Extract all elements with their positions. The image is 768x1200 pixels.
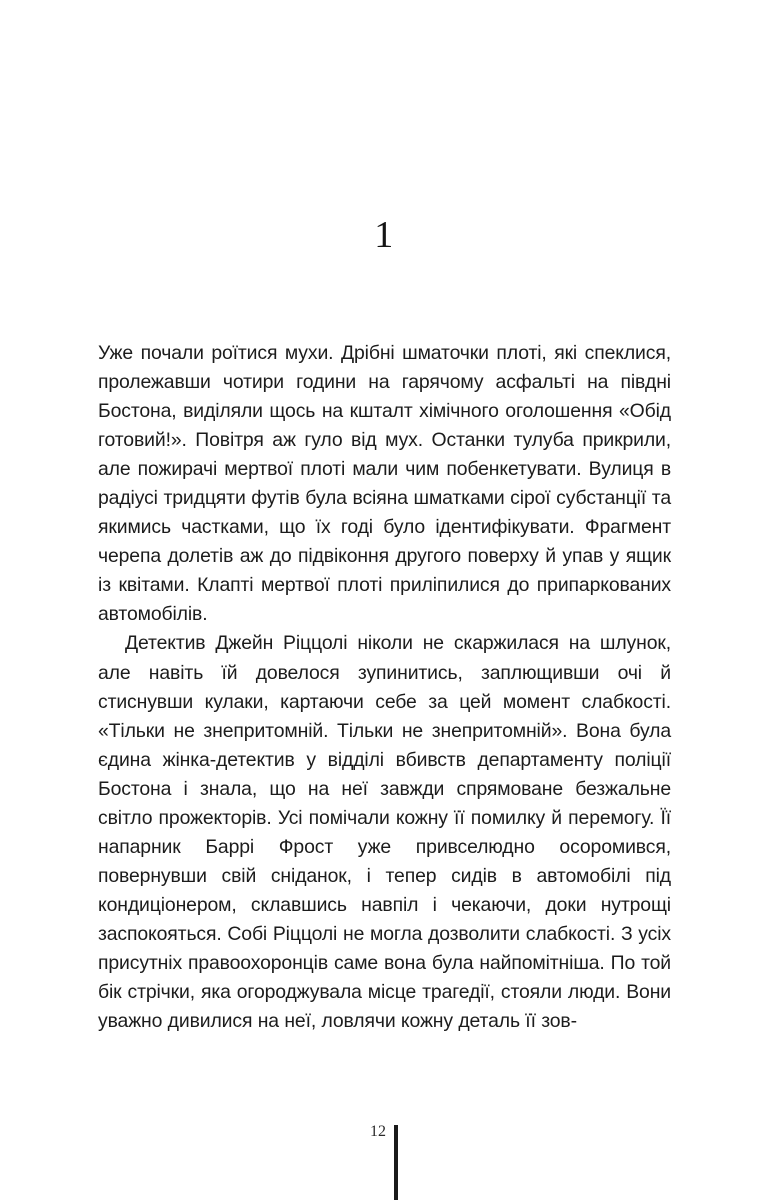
body-paragraph: Детектив Джейн Ріццолі ніколи не скаржилася на шлунок, але навіть їй довелося зупинитись, заплющивши очі й стиснувши кулаки, картаючи себе за цей момент слабкості. «Тільки не знепритомній. Тільки не знепритомній». Вона була єдина жінка-детектив у відділі вбивств департаменту поліції Бостона і знала, що на неї завжди спрямоване безжальне світло прожекторів. Усі помічали кожну її помилку й перемогу. Її напарник Баррі Фрост уже привселюдно осоромився, повернувши свій сніданок, і тепер сидів в автомобілі під кондиціонером, склавшись навпіл і чекаючи, доки нутрощі заспокояться. Собі Ріццолі не могла дозволити слабкості. З усіх присутніх правоохоронців саме вона була найпомітніша. По той бік стрічки, яка огороджувала місце трагедії, стояли люди. Вони уважно дивилися на неї, ловлячи кожну деталь її зов-: [98, 632, 671, 1033]
chapter-number: 1: [374, 214, 394, 256]
body-paragraph: Уже почали роїтися мухи. Дрібні шматочки плоті, які спеклися, пролежавши чотири години на гарячому асфальті на півдні Бостона, виділяли щось на кшталт хімічного оголошення «Обід готовий!». Повітря аж гуло від мух. Останки тулуба прикрили, але пожирачі мертвої плоті мали чим побенкетувати. Вулиця в радіусі тридцяти футів була всіяна шматками сірої субстанції та якимись частками, що їх годі було ідентифікувати. Фрагмент черепа долетів аж до підвіконня другого поверху й упав у ящик із квітами. Клапті мертвої плоті приліпилися до припаркованих автомобілів.: [98, 342, 671, 626]
footer-rule-decoration: [394, 1125, 398, 1200]
body-text-column: [98, 339, 671, 1036]
page-footer: [0, 1122, 768, 1200]
page-number: 12: [370, 1123, 386, 1140]
